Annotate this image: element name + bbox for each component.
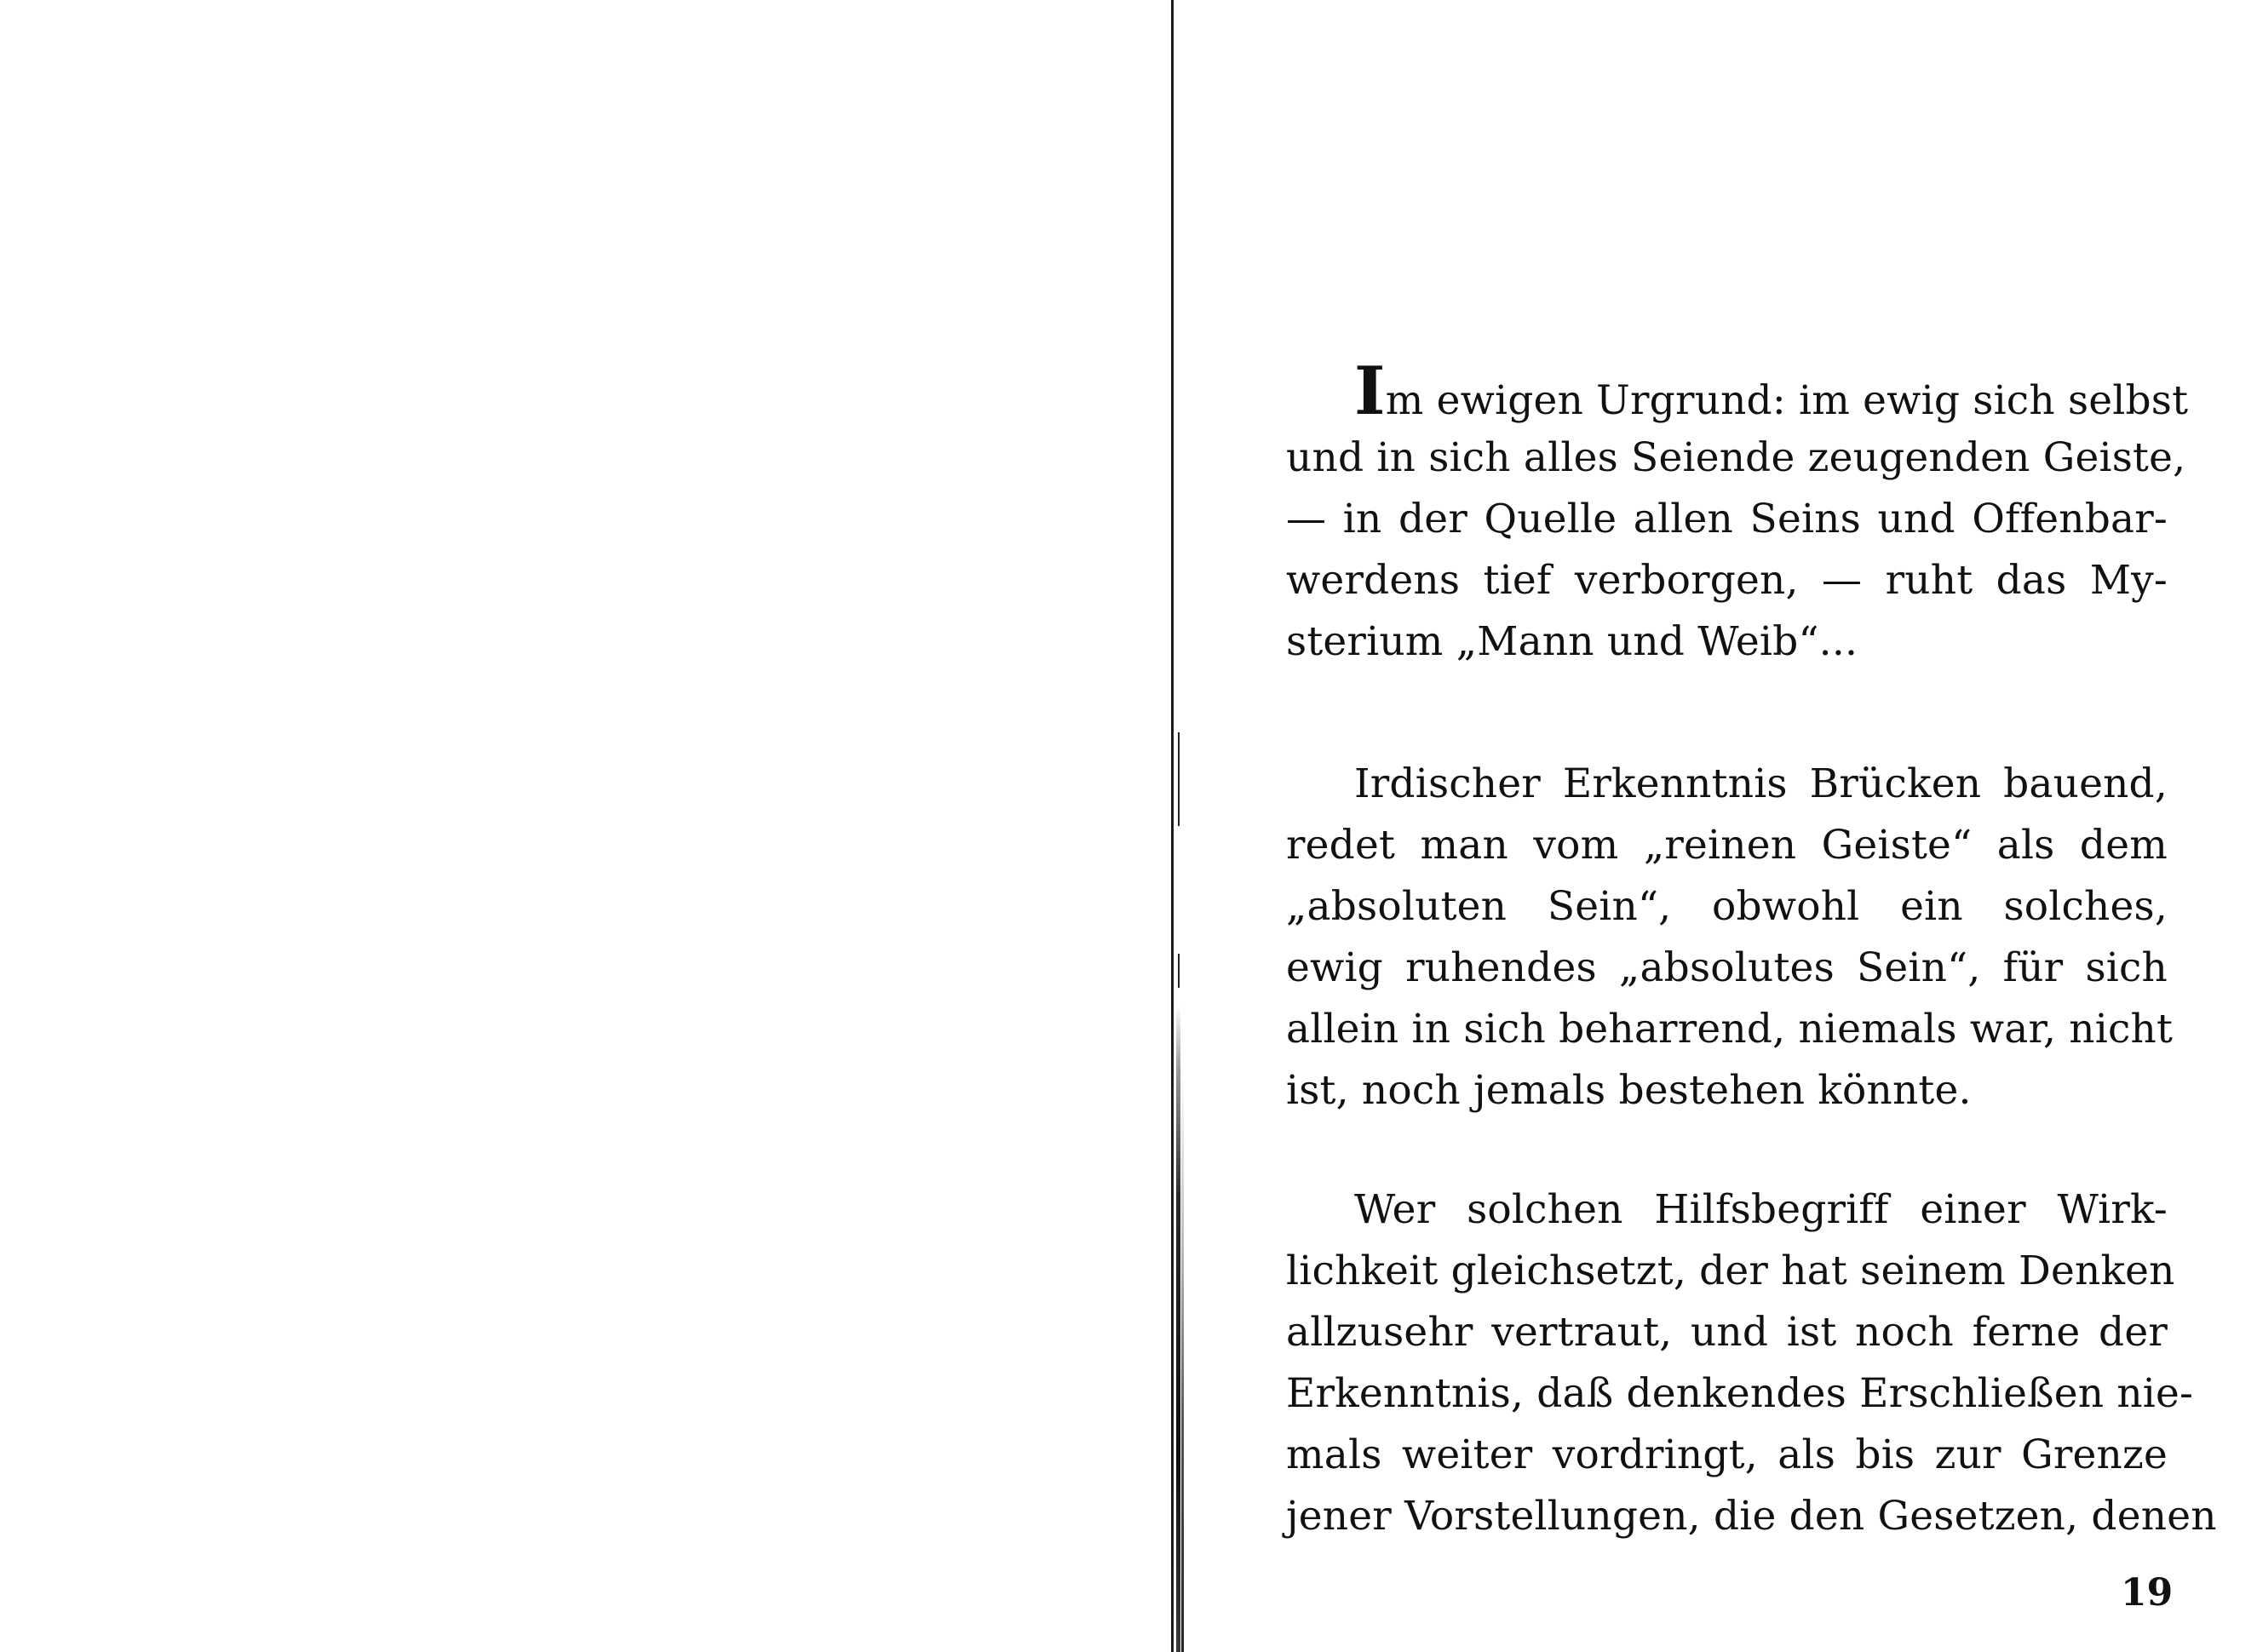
drop-cap: I <box>1354 353 1386 430</box>
text-line: sterium „Mann und Weib“... <box>1286 618 1858 665</box>
text-line: allein in sich beharrend, niemals war, nicht <box>1286 1006 2174 1053</box>
gutter-shadow-inner <box>1181 1073 1184 1652</box>
paragraph-3 <box>1286 1179 2217 1547</box>
gutter-shadow <box>1176 1005 1180 1652</box>
text-line: ist, noch jemals bestehen könnte. <box>1286 1067 1972 1114</box>
paragraph-2 <box>1286 754 2174 1121</box>
gutter-mark <box>1178 732 1180 826</box>
text-line: „absoluten Sein“, obwohl ein solches, <box>1286 883 2168 930</box>
text-line: Irdischer Erkenntnis Brücken bauend, <box>1354 760 2168 807</box>
text-line: Erkenntnis, daß denkendes Erschließen nie- <box>1286 1370 2194 1417</box>
text-line: Wer solchen Hilfsbegriff einer Wirk- <box>1354 1186 2168 1233</box>
text-line: — in der Quelle allen Seins und Offenbar- <box>1286 496 2168 542</box>
text-line: mals weiter vordringt, als bis zur Grenze <box>1286 1431 2168 1478</box>
text-line: und in sich alles Seiende zeugenden Geiste, <box>1286 434 2186 481</box>
text-line-rest: m ewigen Urgrund: im ewig sich selbst <box>1385 377 2189 424</box>
text-line: lichkeit gleichsetzt, der hat seinem Denken <box>1286 1248 2175 1294</box>
gutter-mark <box>1178 954 1180 988</box>
page-number: 19 <box>2121 1571 2174 1615</box>
book-gutter <box>1171 0 1209 1652</box>
text-line: redet man vom „reinen Geiste“ als dem <box>1286 822 2168 869</box>
text-line: ewig ruhendes „absolutes Sein“, für sich <box>1286 944 2168 991</box>
text-line: allzusehr vertraut, und ist noch ferne der <box>1286 1309 2168 1356</box>
gutter-fold-line <box>1171 0 1174 1652</box>
text-line: jener Vorstellungen, die den Gesetzen, denen <box>1286 1493 2217 1540</box>
paragraph-1 <box>1286 353 2189 673</box>
text-line <box>1286 353 2189 430</box>
text-line: werdens tief verborgen, — ruht das My- <box>1286 557 2168 604</box>
